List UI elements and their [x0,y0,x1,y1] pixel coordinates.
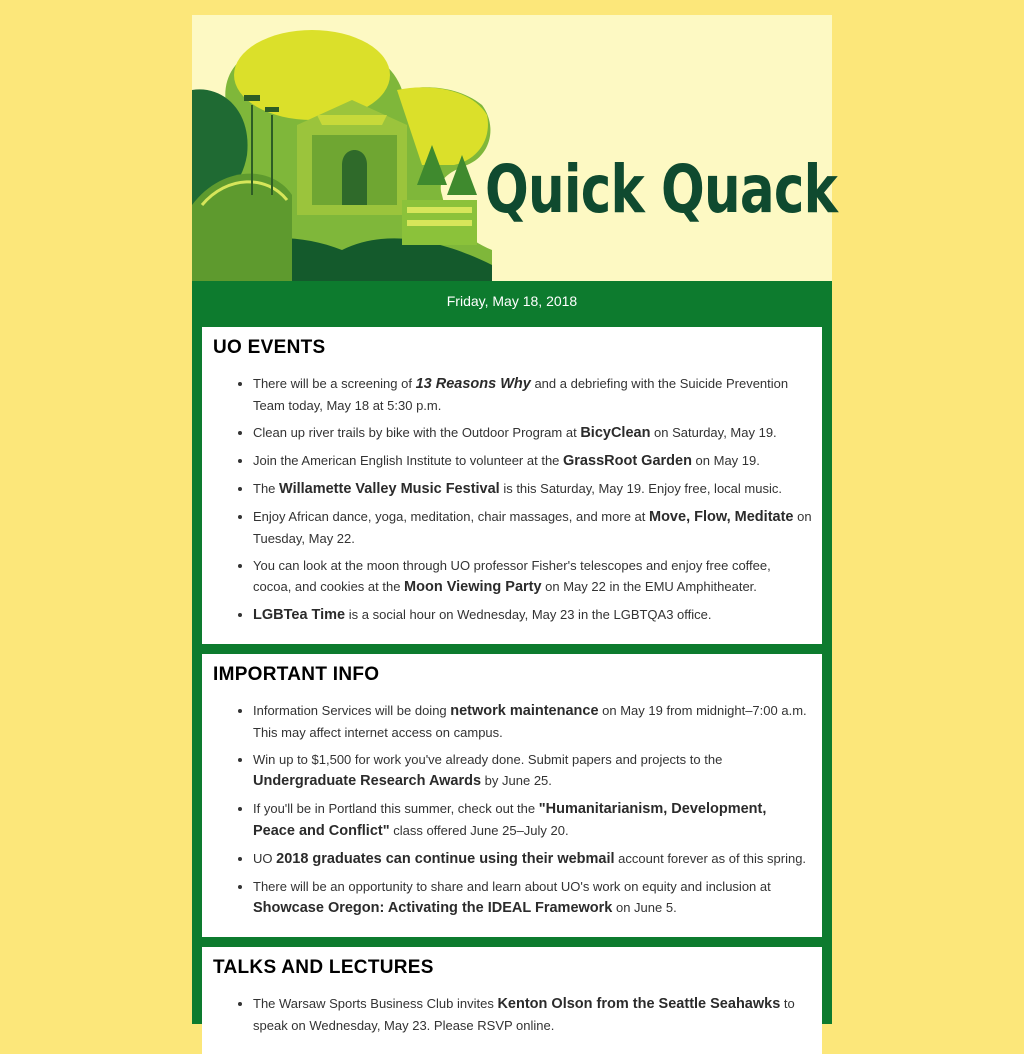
item-text: The Warsaw Sports Business Club invites [253,996,498,1011]
item-text: Enjoy African dance, yoga, meditation, chair massages, and more at [253,509,649,524]
duck-campus-illustration [192,15,832,281]
issue-date: Friday, May 18, 2018 [446,293,578,309]
item-text: on Saturday, May 19. [650,425,777,440]
item-text: Information Services will be doing [253,703,451,718]
item-text: by June 25. [481,773,552,788]
list-item [253,373,812,416]
item-list [213,700,812,919]
item-link[interactable]: Kenton Olson from the Seattle Seahawks [497,996,781,1012]
section-heading: IMPORTANT INFO [213,664,380,685]
item-text: on May 19 from midnight–7:00 a.m. This may affect internet access on campus. [253,703,807,740]
item-link[interactable]: Undergraduate Research Awards [253,773,482,789]
list-item [253,555,812,598]
item-text: There will be a screening of [253,376,416,391]
item-text: UO [253,851,277,866]
item-text: If you'll be in Portland this summer, check out the [253,801,539,816]
section-uo-events [202,327,822,644]
item-text: The [253,481,280,496]
item-text: Join the American English Institute to volunteer at the [253,453,564,468]
item-link[interactable]: Willamette Valley Music Festival [279,481,500,497]
list-item [253,993,812,1036]
item-link[interactable]: GrassRoot Garden [563,453,692,469]
item-list [213,373,812,626]
section-important-info [202,654,822,937]
newsletter-frame [192,15,838,1033]
item-text: is this Saturday, May 19. Enjoy free, local music. [499,481,782,496]
item-text: is a social hour on Wednesday, May 23 in the LGBTQA3 office. [345,607,712,622]
item-link[interactable]: Showcase Oregon: Activating the IDEAL Framework [253,900,613,916]
list-item [253,604,812,626]
section-heading: TALKS AND LECTURES [213,957,434,978]
item-link[interactable]: 13 Reasons Why [415,376,531,392]
item-text: to speak on Wednesday, May 23. Please RSVP online. [253,996,795,1033]
item-text: on June 5. [612,900,677,915]
list-item [253,749,812,792]
list-item [253,798,812,842]
item-link[interactable]: BicyClean [580,425,651,441]
sections-container [192,327,832,1054]
item-text: Win up to $1,500 for work you've already done. Submit papers and projects to the [253,752,723,767]
item-text: You can look at the moon through UO professor Fisher's telescopes and enjoy free coffee, cocoa, and cookies at the [253,558,771,594]
item-link[interactable]: LGBTea Time [253,607,346,623]
item-list [213,993,812,1036]
item-text: and a debriefing with the Suicide Prevention Team today, May 18 at 5:30 p.m. [253,376,789,413]
list-item [253,450,812,472]
item-link[interactable]: Move, Flow, Meditate [649,509,794,525]
item-text: There will be an opportunity to share and learn about UO's work on equity and inclusion at [253,879,771,894]
list-item [253,848,812,870]
item-link[interactable]: Moon Viewing Party [404,579,542,595]
section-talks-and-lectures [202,947,822,1054]
item-text: class offered June 25–July 20. [389,823,569,838]
list-item [253,876,812,919]
item-link[interactable]: 2018 graduates can continue using their webmail [276,851,615,867]
item-text: on Tuesday, May 22. [253,509,812,546]
list-item [253,506,812,549]
list-item [253,478,812,500]
header-banner [192,15,838,281]
section-heading: UO EVENTS [213,337,326,358]
list-item [253,422,812,444]
item-link[interactable]: network maintenance [450,703,599,719]
item-text: on May 22 in the EMU Amphitheater. [541,579,757,594]
item-text: Clean up river trails by bike with the Outdoor Program at [253,425,581,440]
item-text: on May 19. [691,453,760,468]
item-text: account forever as of this spring. [614,851,807,866]
list-item [253,700,812,743]
newsletter-title: Quick Quack [485,151,838,228]
item-link[interactable]: "Humanitarianism, Development, Peace and Conflict" [253,801,767,839]
